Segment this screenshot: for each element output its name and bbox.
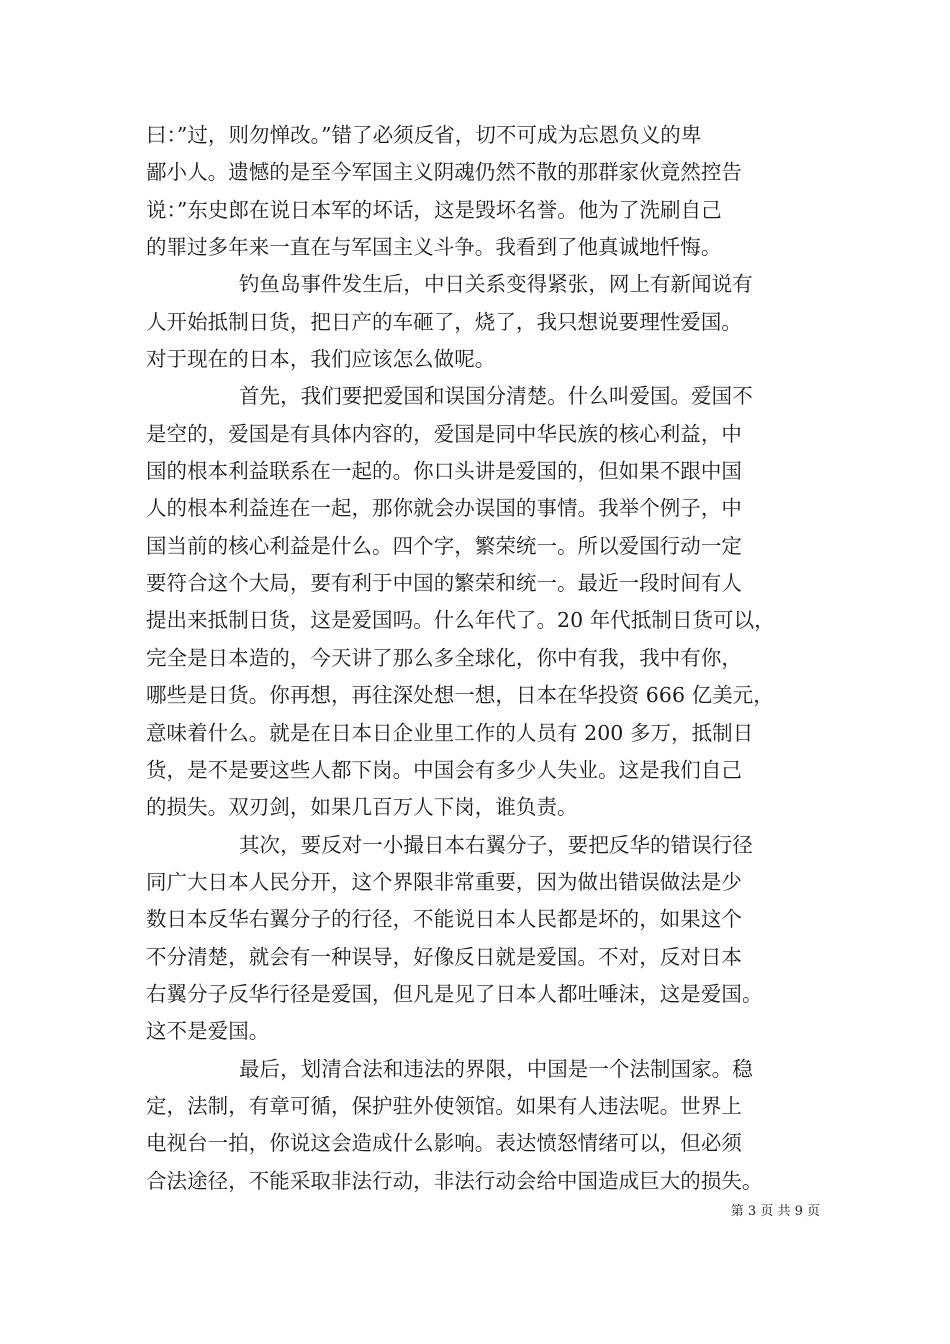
text-line: 电视台一拍，你说这会造成什么影响。表达愤怒情绪可以，但必须	[146, 1131, 742, 1156]
text-line: 提出来抵制日货，这是爱国吗。什么年代了。20 年代抵制日货可以，	[146, 608, 775, 633]
text-line: 数日本反华右翼分子的行径，不能说日本人民都是坏的，如果这个	[146, 907, 742, 932]
paragraph-first-line: 最后，划清合法和违法的界限，中国是一个法制国家。稳	[239, 1056, 753, 1081]
text-line: 货，是不是要这些人都下岗。中国会有多少人失业。这是我们自己	[146, 757, 742, 782]
document-body	[146, 117, 808, 1200]
text-line: 完全是日本造的，今天讲了那么多全球化，你中有我，我中有你，	[146, 645, 742, 670]
text-line: 不分清楚，就会有一种误导，好像反日就是爱国。不对，反对日本	[146, 944, 742, 969]
text-line: 的罪过多年来一直在与军国主义斗争。我看到了他真诚地忏悔。	[146, 235, 722, 260]
paragraph-first-line: 其次，要反对一小撮日本右翼分子，要把反华的错误行径	[239, 832, 753, 857]
text-line: 意味着什么。就是在日本日企业里工作的人员有 200 多万，抵制日	[146, 720, 754, 745]
text-line: 说：”东史郎在说日本军的坏话，这是毁坏名誉。他为了洗刷自己	[146, 197, 722, 222]
text-line: 是空的，爱国是有具体内容的，爱国是同中华民族的核心利益，中	[146, 421, 742, 446]
text-line: 曰：”过，则勿惮改。”错了必须反省，切不可成为忘恩负义的卑	[146, 123, 702, 147]
text-line: 要符合这个大局，要有利于中国的繁荣和统一。最近一段时间有人	[146, 571, 742, 596]
text-line: 右翼分子反华行径是爱国，但凡是见了日本人都吐唾沫，这是爱国。	[146, 981, 763, 1006]
text-line: 鄙小人。遗憾的是至今军国主义阴魂仍然不散的那群家伙竟然控告	[146, 160, 742, 185]
text-line: 定，法制，有章可循，保护驻外使领馆。如果有人违法呢。世界上	[146, 1093, 742, 1118]
text-line: 人的根本利益连在一起，那你就会办误国的事情。我举个例子，中	[146, 496, 742, 521]
text-line: 哪些是日货。你再想，再往深处想一想，日本在华投资 666 亿美元，	[146, 683, 774, 708]
text-line: 这不是爱国。	[146, 1019, 270, 1044]
text-line: 对于现在的日本，我们应该怎么做呢。	[146, 347, 496, 372]
page-number: 第 3 页 共 9 页	[730, 1204, 820, 1219]
paragraph-first-line: 钓鱼岛事件发生后，中日关系变得紧张，网上有新闻说有	[239, 272, 753, 297]
text-line: 人开始抵制日货，把日产的车砸了，烧了，我只想说要理性爱国。	[146, 309, 742, 334]
text-line: 同广大日本人民分开，这个界限非常重要，因为做出错误做法是少	[146, 869, 742, 894]
text-line: 国当前的核心利益是什么。四个字，繁荣统一。所以爱国行动一定	[146, 533, 742, 558]
paragraph-first-line: 首先，我们要把爱国和误国分清楚。什么叫爱国。爱国不	[239, 384, 753, 409]
text-line: 国的根本利益联系在一起的。你口头讲是爱国的，但如果不跟中国	[146, 459, 742, 484]
text-line: 的损失。双刃剑，如果几百万人下岗，谁负责。	[146, 795, 578, 820]
text-line: 合法途径，不能采取非法行动，非法行动会给中国造成巨大的损失。	[146, 1168, 763, 1193]
